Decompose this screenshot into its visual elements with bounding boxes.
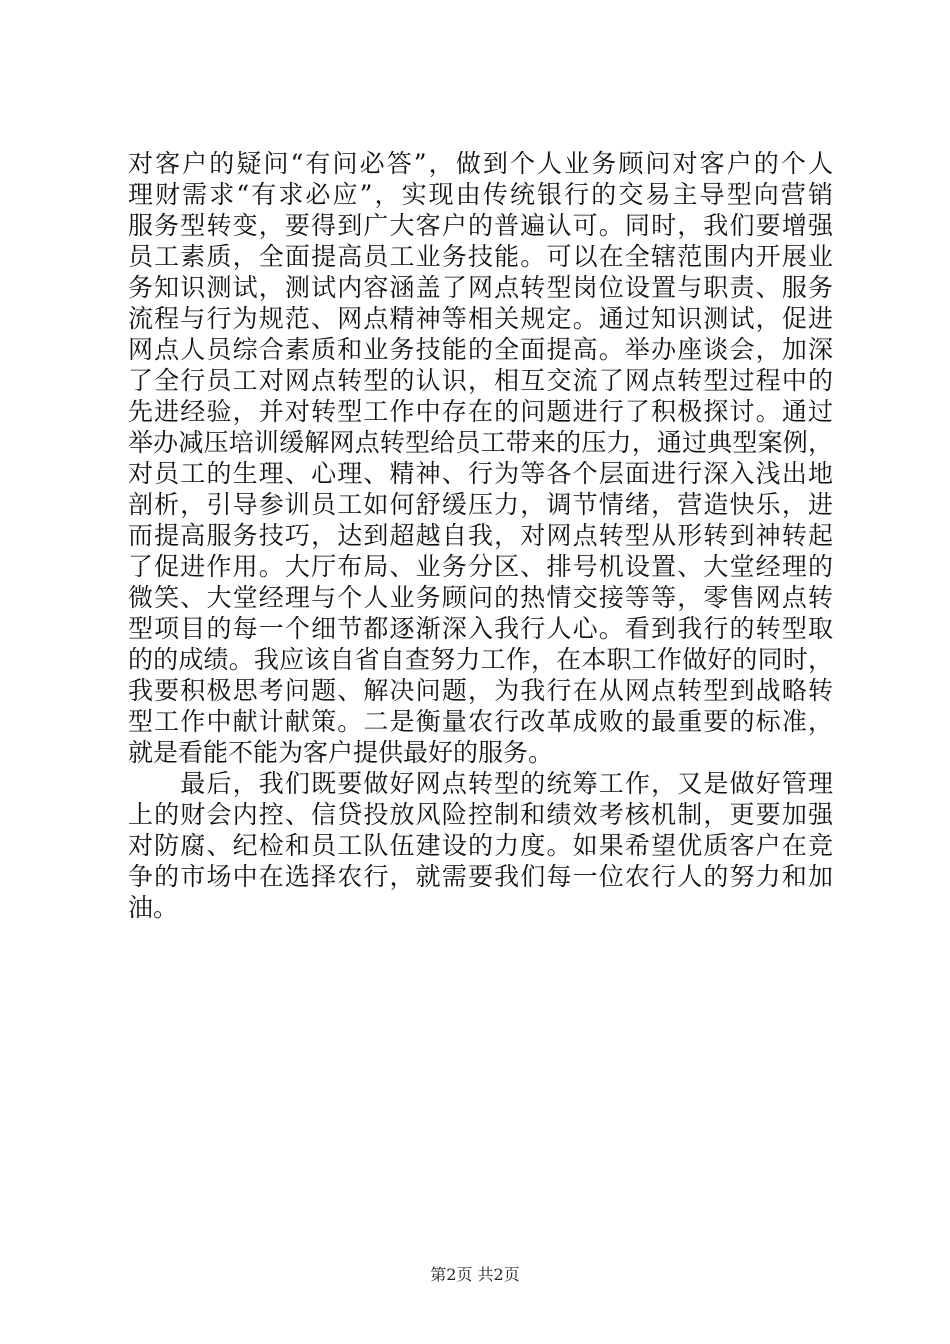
text-line: 服务型转变，要得到广大客户的普遍认可。同时，我们要增强 bbox=[128, 211, 833, 240]
text-line: 先进经验，并对转型工作中存在的问题进行了积极探讨。通过 bbox=[128, 397, 833, 426]
text-line: 员工素质，全面提高员工业务技能。可以在全辖范围内开展业 bbox=[128, 242, 833, 271]
text-line: 最后，我们既要做好网点转型的统筹工作，又是做好管理 bbox=[128, 769, 833, 798]
text-line: 我要积极思考问题、解决问题，为我行在从网点转型到战略转 bbox=[128, 676, 833, 705]
text-line: 的的成绩。我应该自省自查努力工作，在本职工作做好的同时， bbox=[128, 645, 833, 674]
text-line: 油。 bbox=[128, 893, 179, 922]
text-line: 了促进作用。大厅布局、业务分区、排号机设置、大堂经理的 bbox=[128, 552, 833, 581]
text-line: 务知识测试，测试内容涵盖了网点转型岗位设置与职责、服务 bbox=[128, 273, 833, 302]
text-line: 流程与行为规范、网点精神等相关规定。通过知识测试，促进 bbox=[128, 304, 833, 333]
text-line: 网点人员综合素质和业务技能的全面提高。举办座谈会，加深 bbox=[128, 335, 833, 364]
text-line: 就是看能不能为客户提供最好的服务。 bbox=[128, 738, 554, 767]
text-line: 微笑、大堂经理与个人业务顾问的热情交接等等，零售网点转 bbox=[128, 583, 833, 612]
page-footer: 第2页 共2页 bbox=[430, 1265, 520, 1284]
text-line: 剖析，引导参训员工如何舒缓压力，调节情绪，营造快乐，进 bbox=[128, 490, 833, 519]
text-line: 对员工的生理、心理、精神、行为等各个层面进行深入浅出地 bbox=[128, 459, 833, 488]
text-line: 上的财会内控、信贷投放风险控制和绩效考核机制，更要加强 bbox=[128, 800, 833, 829]
text-line: 对防腐、纪检和员工队伍建设的力度。如果希望优质客户在竞 bbox=[128, 831, 833, 860]
text-line: 争的市场中在选择农行，就需要我们每一位农行人的努力和加 bbox=[128, 862, 833, 891]
text-line: 举办减压培训缓解网点转型给员工带来的压力，通过典型案例， bbox=[128, 428, 833, 457]
text-line: 对客户的疑问“有问必答”，做到个人业务顾问对客户的个人 bbox=[128, 149, 833, 178]
text-line: 型工作中献计献策。二是衡量农行改革成败的最重要的标准， bbox=[128, 707, 833, 736]
text-line: 而提高服务技巧，达到超越自我，对网点转型从形转到神转起 bbox=[128, 521, 833, 550]
text-line: 了全行员工对网点转型的认识，相互交流了网点转型过程中的 bbox=[128, 366, 833, 395]
text-line: 理财需求“有求必应”，实现由传统银行的交易主导型向营销 bbox=[128, 180, 833, 209]
text-line: 型项目的每一个细节都逐渐深入我行人心。看到我行的转型取 bbox=[128, 614, 833, 643]
body-text bbox=[128, 148, 833, 923]
